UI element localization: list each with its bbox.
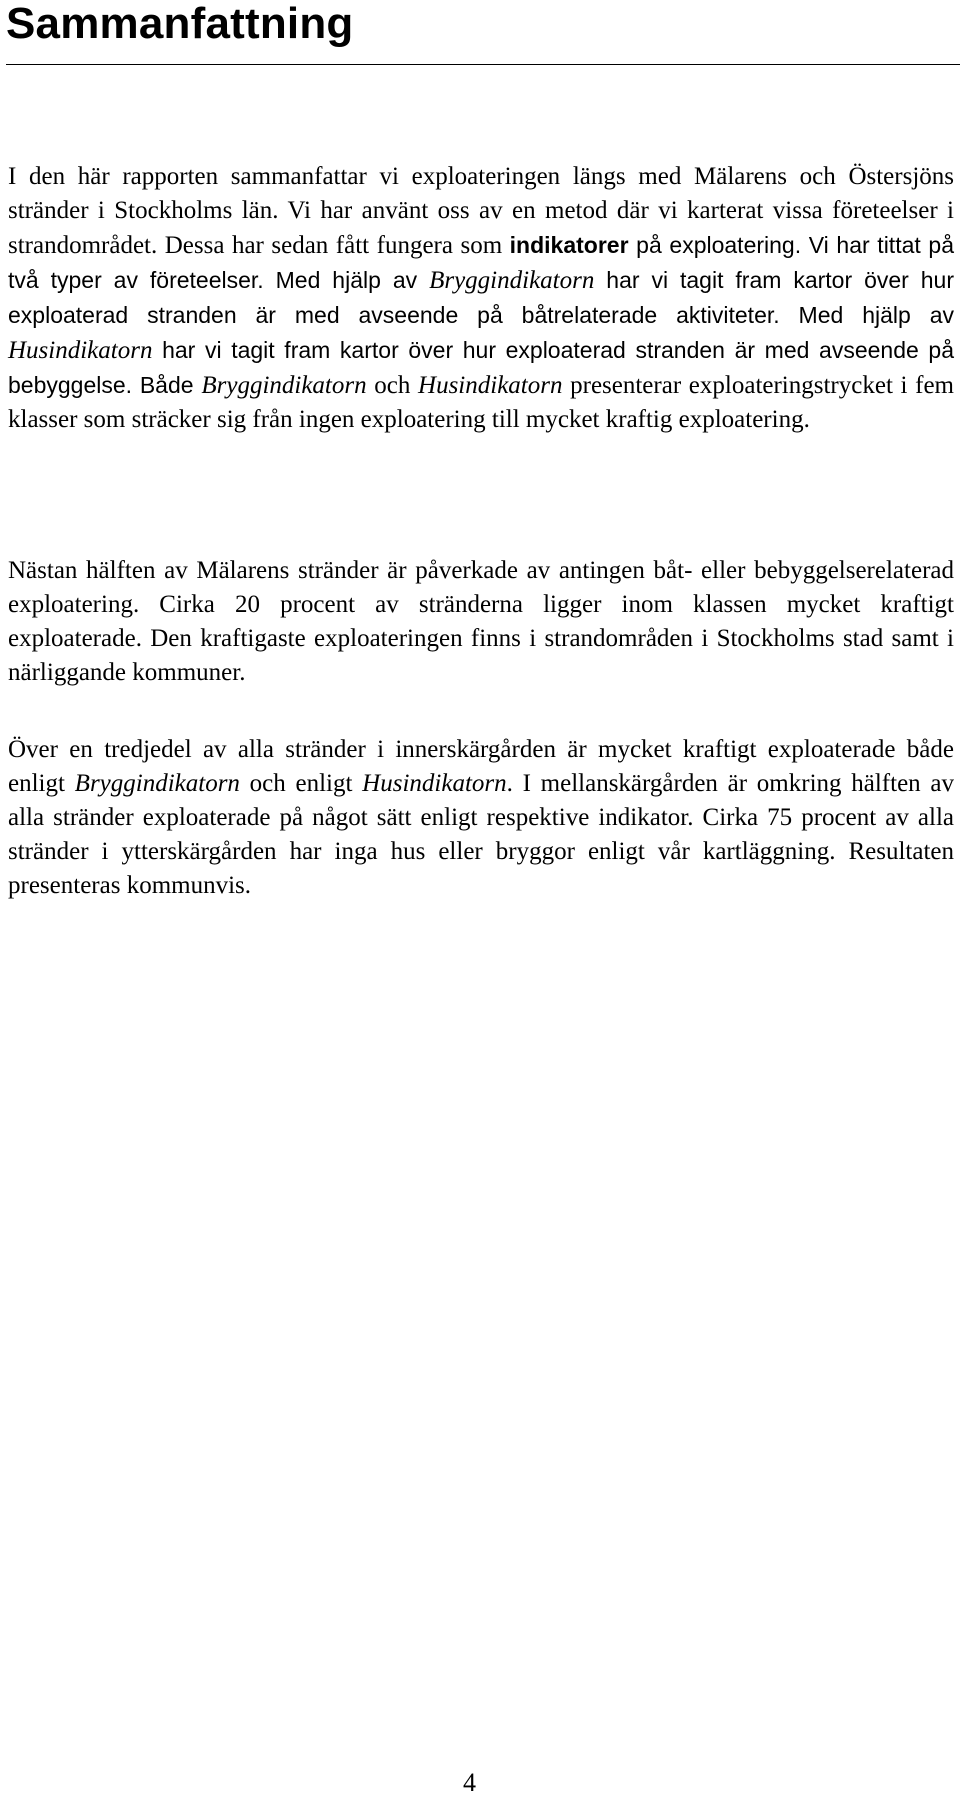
text-segment: I den här rapporten sammanfattar vi exploateringen längs med Mälarens och Östersjöns stränder i Stockholms län. Vi har använt oss av en metod där vi karterat vissa företeelser i strandområdet. Dessa har sedan fått fungera som xyxy=(8,163,954,259)
indicator-name: Bryggindikatorn xyxy=(74,770,240,797)
text-segment: och xyxy=(366,372,419,399)
indicator-name: Husindikatorn xyxy=(418,372,563,399)
summary-paragraph-2 xyxy=(8,554,954,690)
text-segment: Över en tredjedel av alla stränder i innerskärgården är mycket kraftigt exploaterade både enligt xyxy=(8,736,954,797)
text-segment: på exploatering. Vi har tittat på två typer av företeelser. Med hjälp av xyxy=(8,232,954,293)
page-number: 4 xyxy=(463,1768,476,1797)
indicator-name: Bryggindikatorn xyxy=(429,267,595,294)
text-segment: och enligt xyxy=(239,770,363,797)
emphasis-term: indikatorer xyxy=(509,232,629,258)
text-segment: . I mellanskärgården är omkring hälften av alla stränder exploaterade på något sätt enligt respektive indikator. Cirka 75 procent av alla stränder i ytterskärgården har inga hus eller bryggor enligt vår kartläggning. Resultaten presenteras kommunvis. xyxy=(8,770,954,899)
title-divider xyxy=(6,64,960,65)
indicator-name: Husindikatorn xyxy=(362,770,507,797)
summary-paragraph-3 xyxy=(8,733,954,903)
summary-paragraph-1 xyxy=(8,160,954,437)
text-segment: presenterar exploateringstrycket i fem klasser som sträcker sig från ingen exploatering till mycket kraftig exploatering. xyxy=(8,372,954,433)
text-segment: Nästan hälften av Mälarens stränder är påverkade av antingen båt- eller bebyggelserelaterad exploatering. Cirka 20 procent av stränderna ligger inom klassen mycket kraftigt exploaterade. Den kraftigaste exploateringen finns i strandområden i Stockholms stad samt i närliggande kommuner. xyxy=(8,557,954,686)
page-title: Sammanfattning xyxy=(6,0,354,48)
indicator-name: Husindikatorn xyxy=(8,337,153,364)
text-segment: har vi tagit fram kartor över hur exploaterad stranden är med avseende på båtrelaterade aktiviteter. Med hjälp av xyxy=(8,267,954,328)
indicator-name: Bryggindikatorn xyxy=(201,372,367,399)
text-segment: har vi tagit fram kartor över hur exploaterad stranden är med avseende på bebyggelse. Både xyxy=(8,337,954,398)
